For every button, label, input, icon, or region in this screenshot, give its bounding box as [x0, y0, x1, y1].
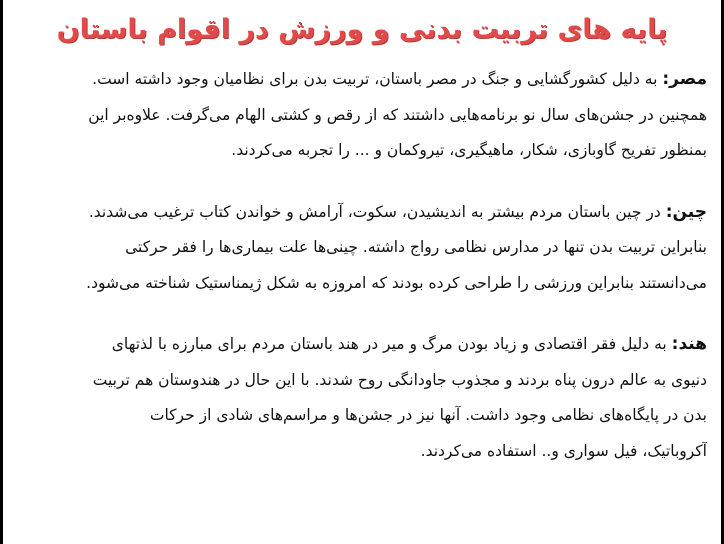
text-line [17, 62, 707, 98]
slide [3, 0, 721, 544]
line-text: به دلیل فقر اقتصادی و زیاد بودن مرگ و میر در هند باستان مردم برای مبارزه با لذتهای [111, 335, 667, 353]
text-line: دنیوی به عالم درون پناه بردند و مجذوب جاودانگی روح شدند. با این حال در هندوستان هم تربیت [92, 370, 707, 389]
section-label: چین: [665, 201, 707, 222]
section-china-text [17, 195, 707, 302]
slide-title: پایه های تربیت بدنی و ورزش در اقوام باستان [56, 14, 668, 45]
text-line: بدن در پایگاه‌های نظامی وجود داشت. آنها نیز در جشن‌ها و مراسم‌های شادی از حرکات [149, 406, 707, 424]
section-label: هند: [671, 334, 707, 354]
text-line: آکروباتیک، فیل سواری و.. استفاده می‌کردند. [420, 441, 707, 460]
line-text: به دلیل کشورگشایی و جنگ در مصر باستان، تربیت بدن برای نظامیان وجود داشته است. [92, 70, 658, 88]
text-line [17, 195, 707, 231]
section-egypt-text [17, 62, 707, 169]
section-china [17, 195, 707, 302]
section-india [17, 327, 707, 469]
text-line: همچنین در جشن‌های سال نو برنامه‌هایی داشتند که از رقص و کشتی الهام می‌گرفت. علاوه‌بر این [88, 105, 707, 124]
section-india-text [17, 327, 707, 469]
text-line: بمنظور تفریح گاوبازی، شکار، ماهیگیری، تیروکمان و ... را تجربه می‌کردند. [231, 141, 707, 159]
section-egypt [17, 62, 707, 169]
section-label: مصر: [662, 69, 707, 89]
text-line: بنابراین تربیت بدن تنها در مدارس نظامی رواج داشته. چینی‌ها علت بیماری‌ها را فقر حرکتی [125, 238, 707, 256]
line-text: در چین باستان مردم بیشتر به اندیشیدن، سکوت، آرامش و خواندن کتاب ترغیب می‌شدند. [88, 202, 661, 221]
text-line [17, 327, 707, 363]
text-line: می‌دانستند بنابراین ورزشی را طراحی کرده بودند که امروزه به شکل ژیمناستیک شناخته می‌شود. [86, 273, 707, 292]
